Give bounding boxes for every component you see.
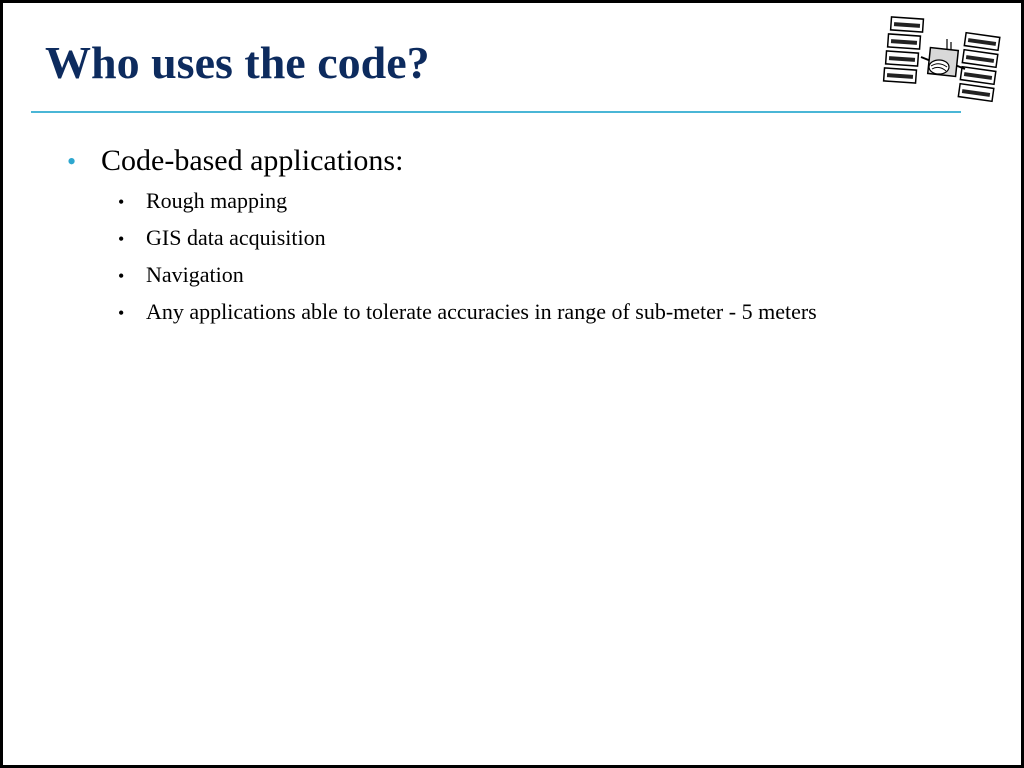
list-item (118, 187, 817, 224)
slide-title: Who uses the code? (45, 37, 430, 88)
sub-bullet-list (118, 187, 817, 335)
title-divider (31, 111, 961, 113)
list-item-text: Any applications able to tolerate accuracies in range of sub-meter - 5 meters (146, 299, 817, 324)
bullet-marker: • (67, 147, 77, 176)
bullet-text: Code-based applications: (101, 144, 404, 177)
list-item-text: Rough mapping (146, 188, 288, 213)
list-item (118, 261, 817, 298)
bullet-marker: • (118, 266, 125, 286)
list-item-text: GIS data acquisition (146, 225, 326, 250)
list-item-text: Navigation (146, 262, 244, 287)
list-item (118, 224, 817, 261)
bullet-code-based-applications (67, 143, 403, 180)
bullet-marker: • (118, 229, 125, 249)
bullet-marker: • (118, 303, 125, 323)
list-item (118, 298, 817, 335)
gps-satellite-icon (881, 15, 1005, 111)
bullet-marker: • (118, 192, 125, 212)
